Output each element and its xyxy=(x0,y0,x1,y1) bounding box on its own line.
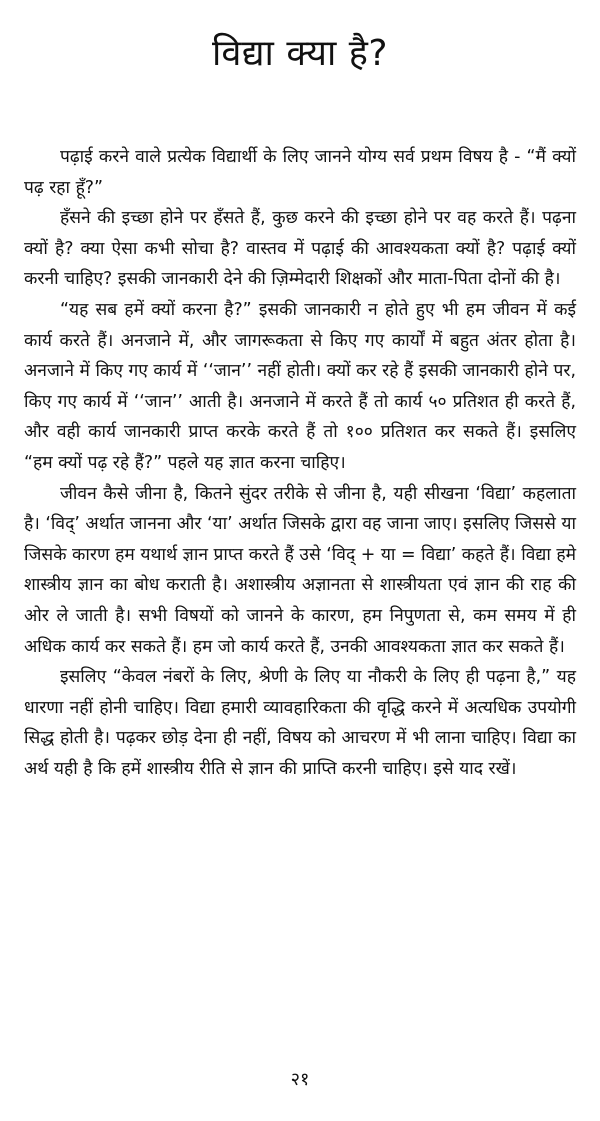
page-number: २१ xyxy=(290,1069,310,1090)
body-text xyxy=(24,142,576,784)
paragraph-2: हँसने की इच्छा होने पर हँसते हैं, कुछ करने की इच्छा होने पर वह करते हैं। पढ़ना क्यों है? क्या ऐसा कभी सोचा है? वास्तव में पढ़ाई की आवश्यकता क्यों है? पढ़ाई क्यों करनी चाहिए? इसकी जानकारी देने की ज़िम्मेदारी शिक्षकों और माता-पिता दोनों की है। xyxy=(24,208,576,290)
page-title: विद्या क्या है? xyxy=(212,33,388,74)
paragraph-1: पढ़ाई करने वाले प्रत्येक विद्यार्थी के लिए जानने योग्य सर्व प्रथम विषय है - “मैं क्यों पढ़ रहा हूँ?” xyxy=(24,147,576,198)
paragraph-4: जीवन कैसे जीना है, कितने सुंदर तरीके से जीना है, यही सीखना ‘विद्या’ कहलाता है। ‘विद्’ अर्थात जानना और ‘या’ अर्थात जिसके द्वारा वह जाना जाए। इसलिए जिससे या जिसके कारण हम यथार्थ ज्ञान प्राप्त करते हैं उसे ‘विद् + या = विद्या’ कहते हैं। विद्या हमे शास्त्रीय ज्ञान का बोध कराती है। अशास्त्रीय अज्ञानता से शास्त्रीयता एवं ज्ञान की राह की ओर ले जाती है। सभी विषयों को जानने के कारण, हम निपुणता से, कम समय में ही अधिक कार्य कर सकते हैं। हम जो कार्य करते हैं, उनकी आवश्यकता ज्ञात कर सकते हैं। xyxy=(24,483,576,657)
paragraph-5: इसलिए “केवल नंबरों के लिए, श्रेणी के लिए या नौकरी के लिए ही पढ़ना है,” यह धारणा नहीं होनी चाहिए। विद्या हमारी व्यावहारिकता की वृद्धि करने में अत्यधिक उपयोगी सिद्ध होती है। पढ़कर छोड़ देना ही नहीं, विषय को आचरण में भी लाना चाहिए। विद्या का अर्थ यही है कि हमें शास्त्रीय रीति से ज्ञान की प्राप्ति करनी चाहिए। इसे याद रखें। xyxy=(24,667,576,779)
paragraph-3: “यह सब हमें क्यों करना है?” इसकी जानकारी न होते हुए भी हम जीवन में कई कार्य करते हैं। अनजाने में, और जागरूकता से किए गए कार्यों में बहुत अंतर होता है। अनजाने में किए गए कार्य में ‘‘जान’’ नहीं होती। क्यों कर रहे हैं इसकी जानकारी होने पर, किए गए कार्य में ‘‘जान’’ आती है। अनजाने में करते हैं तो कार्य ५० प्रतिशत ही करते हैं, और वही कार्य जानकारी प्राप्त करके करते हैं तो १०० प्रतिशत कर सकते हैं। इसलिए “हम क्यों पढ़ रहे हैं?” पहले यह ज्ञात करना चाहिए। xyxy=(24,299,576,473)
